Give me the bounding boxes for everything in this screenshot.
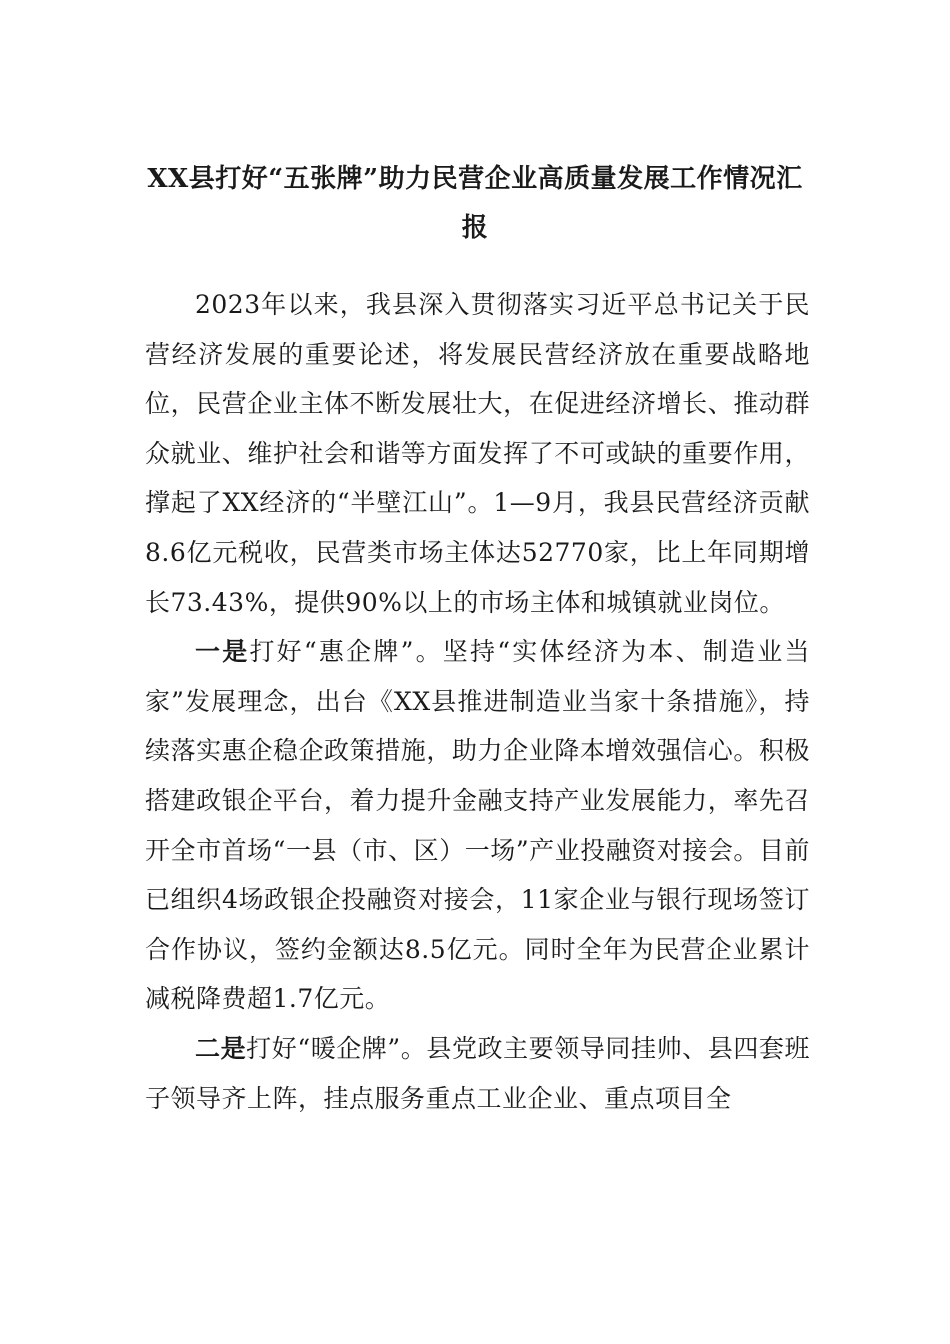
paragraph-text: 打好“暖企牌”。县党政主要领导同挂帅、县四套班子领导齐上阵，挂点服务重点工业企业、重点项目全: [145, 1033, 810, 1113]
paragraph-point-2: [145, 1024, 810, 1123]
document-body: [145, 280, 810, 1123]
paragraph-point-1: [145, 627, 810, 1024]
paragraph-intro: [145, 280, 810, 627]
document-title: XX县打好“五张牌”助力民营企业高质量发展工作情况汇报: [147, 164, 803, 243]
paragraph-text: 打好“惠企牌”。坚持“实体经济为本、制造业当家”发展理念，出台《XX县推进制造业当家十条措施》，持续落实惠企稳企政策措施，助力企业降本增效强信心。积极搭建政银企平台，着力提升金融支持产业发展能力，率先召开全市首场“一县（市、区）一场”产业投融资对接会。目前已组织4场政银企投融资对接会，11家企业与银行现场签订合作协议，签约金额达8.5亿元。同时全年为民营企业累计减税降费超1.7亿元。: [145, 637, 810, 1014]
paragraph-lead: 一是: [195, 637, 250, 667]
paragraph-lead: 二是: [195, 1033, 247, 1063]
paragraph-text: 2023年以来，我县深入贯彻落实习近平总书记关于民营经济发展的重要论述，将发展民营经济放在重要战略地位，民营企业主体不断发展壮大，在促进经济增长、推动群众就业、维护社会和谐等方面发挥了不可或缺的重要作用，撑起了XX经济的“半壁江山”。1—9月，我县民营经济贡献8.6亿元税收，民营类市场主体达52770家，比上年同期增长73.43%，提供90%以上的市场主体和城镇就业岗位。: [145, 290, 810, 617]
